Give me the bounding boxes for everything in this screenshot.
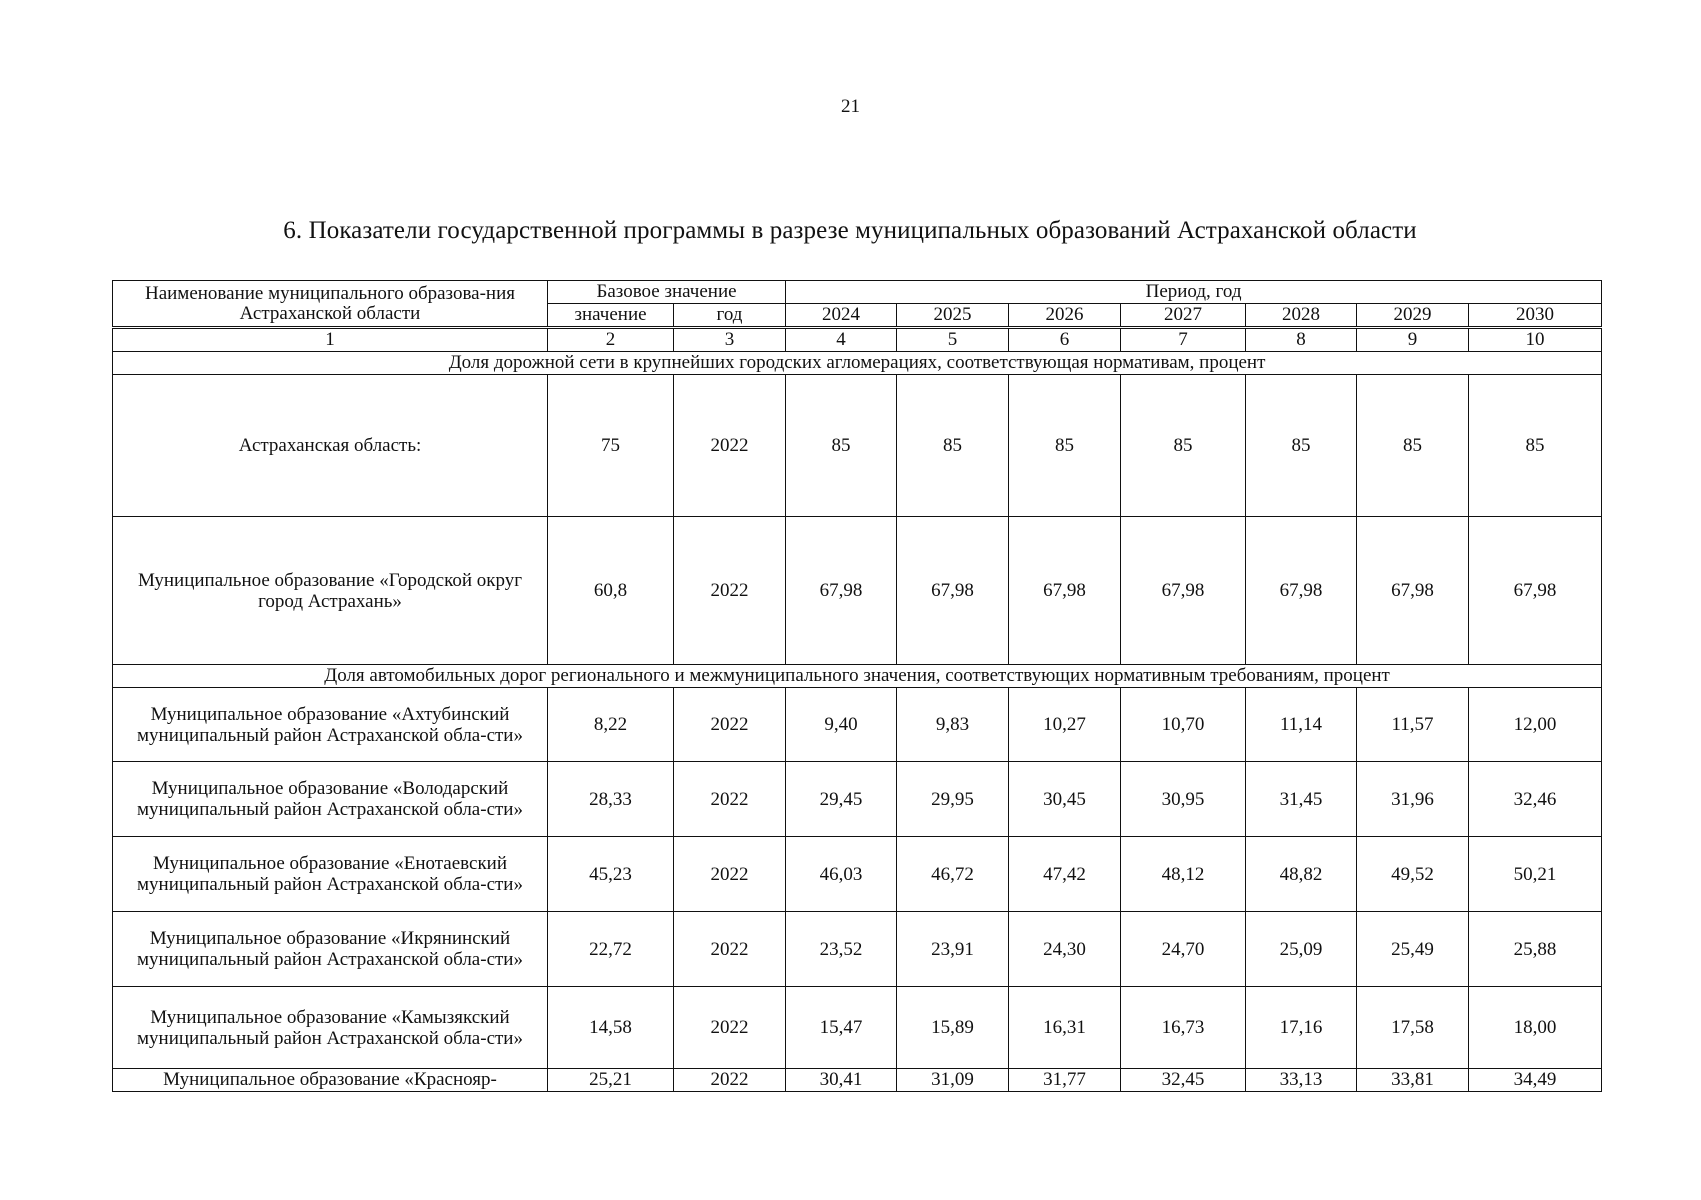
- header-base-group: Базовое значение: [548, 281, 786, 304]
- column-number: 8: [1246, 328, 1357, 352]
- value-cell: 12,00: [1469, 688, 1602, 762]
- value-cell: 85: [1009, 375, 1121, 517]
- value-cell: 85: [1121, 375, 1246, 517]
- value-cell: 67,98: [1121, 517, 1246, 665]
- value-cell: 67,98: [1009, 517, 1121, 665]
- header-year: 2029: [1357, 304, 1469, 328]
- column-number: 9: [1357, 328, 1469, 352]
- table-row: [113, 987, 1602, 1069]
- value-cell: 24,70: [1121, 912, 1246, 987]
- base-year-cell: 2022: [674, 517, 786, 665]
- base-value-cell: 60,8: [548, 517, 674, 665]
- base-value-cell: 22,72: [548, 912, 674, 987]
- column-number: 5: [897, 328, 1009, 352]
- value-cell: 67,98: [1469, 517, 1602, 665]
- value-cell: 31,96: [1357, 762, 1469, 837]
- column-number: 4: [786, 328, 897, 352]
- municipality-name: Муниципальное образование «Городской округ город Астрахань»: [113, 517, 548, 665]
- value-cell: 46,03: [786, 837, 897, 912]
- header-year: 2030: [1469, 304, 1602, 328]
- table-row: [113, 837, 1602, 912]
- table-row: [113, 517, 1602, 665]
- section-header-row: [113, 665, 1602, 688]
- base-year-cell: 2022: [674, 762, 786, 837]
- base-value-cell: 75: [548, 375, 674, 517]
- column-number: 10: [1469, 328, 1602, 352]
- value-cell: 85: [1357, 375, 1469, 517]
- value-cell: 32,45: [1121, 1069, 1246, 1092]
- value-cell: 31,45: [1246, 762, 1357, 837]
- header-base-year: год: [674, 304, 786, 328]
- base-value-cell: 14,58: [548, 987, 674, 1069]
- base-year-cell: 2022: [674, 1069, 786, 1092]
- value-cell: 67,98: [1246, 517, 1357, 665]
- section-title: Доля автомобильных дорог регионального и межмуниципального значения, соответствующих нормативным требованиям, процент: [113, 665, 1602, 688]
- municipality-name: Муниципальное образование «Икрянинский муниципальный район Астраханской обла-сти»: [113, 912, 548, 987]
- value-cell: 85: [1246, 375, 1357, 517]
- base-year-cell: 2022: [674, 688, 786, 762]
- municipality-name: Муниципальное образование «Краснояр-: [113, 1069, 548, 1092]
- indicators-table: [112, 280, 1602, 1092]
- section-title: Доля дорожной сети в крупнейших городских агломерациях, соответствующая нормативам, процент: [113, 352, 1602, 375]
- header-name-column: Наименование муниципального образова-ния Астраханской области: [113, 281, 548, 328]
- value-cell: 34,49: [1469, 1069, 1602, 1092]
- base-value-cell: 45,23: [548, 837, 674, 912]
- value-cell: 23,91: [897, 912, 1009, 987]
- value-cell: 25,88: [1469, 912, 1602, 987]
- value-cell: 50,21: [1469, 837, 1602, 912]
- value-cell: 17,58: [1357, 987, 1469, 1069]
- municipality-name: Астраханская область:: [113, 375, 548, 517]
- municipality-name: Муниципальное образование «Енотаевский муниципальный район Астраханской обла-сти»: [113, 837, 548, 912]
- value-cell: 9,40: [786, 688, 897, 762]
- value-cell: 85: [786, 375, 897, 517]
- value-cell: 67,98: [786, 517, 897, 665]
- value-cell: 17,16: [1246, 987, 1357, 1069]
- value-cell: 33,13: [1246, 1069, 1357, 1092]
- value-cell: 85: [1469, 375, 1602, 517]
- header-year: 2026: [1009, 304, 1121, 328]
- value-cell: 48,12: [1121, 837, 1246, 912]
- column-number: 3: [674, 328, 786, 352]
- value-cell: 29,45: [786, 762, 897, 837]
- header-row-groups: [113, 281, 1602, 304]
- value-cell: 48,82: [1246, 837, 1357, 912]
- base-value-cell: 28,33: [548, 762, 674, 837]
- table-row: [113, 762, 1602, 837]
- header-base-value: значение: [548, 304, 674, 328]
- document-title: 6. Показатели государственной программы в разрезе муниципальных образований Астраханской области: [283, 217, 1417, 244]
- section-header-row: [113, 352, 1602, 375]
- table-row: [113, 688, 1602, 762]
- base-value-cell: 8,22: [548, 688, 674, 762]
- table-row: [113, 1069, 1602, 1092]
- value-cell: 31,77: [1009, 1069, 1121, 1092]
- base-value-cell: 25,21: [548, 1069, 674, 1092]
- municipality-name: Муниципальное образование «Камызякский муниципальный район Астраханской обла-сти»: [113, 987, 548, 1069]
- value-cell: 15,47: [786, 987, 897, 1069]
- value-cell: 16,73: [1121, 987, 1246, 1069]
- value-cell: 11,14: [1246, 688, 1357, 762]
- column-number: 2: [548, 328, 674, 352]
- header-year: 2025: [897, 304, 1009, 328]
- page-number: 21: [841, 96, 860, 117]
- value-cell: 16,31: [1009, 987, 1121, 1069]
- value-cell: 67,98: [897, 517, 1009, 665]
- header-year: 2024: [786, 304, 897, 328]
- column-numbers-row: [113, 328, 1602, 352]
- value-cell: 32,46: [1469, 762, 1602, 837]
- value-cell: 33,81: [1357, 1069, 1469, 1092]
- municipality-name: Муниципальное образование «Володарский муниципальный район Астраханской обла-сти»: [113, 762, 548, 837]
- column-number: 7: [1121, 328, 1246, 352]
- value-cell: 10,70: [1121, 688, 1246, 762]
- table-row: [113, 912, 1602, 987]
- value-cell: 24,30: [1009, 912, 1121, 987]
- value-cell: 9,83: [897, 688, 1009, 762]
- value-cell: 30,45: [1009, 762, 1121, 837]
- value-cell: 30,41: [786, 1069, 897, 1092]
- value-cell: 15,89: [897, 987, 1009, 1069]
- header-period-group: Период, год: [786, 281, 1602, 304]
- value-cell: 46,72: [897, 837, 1009, 912]
- base-year-cell: 2022: [674, 912, 786, 987]
- value-cell: 10,27: [1009, 688, 1121, 762]
- value-cell: 29,95: [897, 762, 1009, 837]
- value-cell: 23,52: [786, 912, 897, 987]
- value-cell: 30,95: [1121, 762, 1246, 837]
- base-year-cell: 2022: [674, 987, 786, 1069]
- value-cell: 67,98: [1357, 517, 1469, 665]
- value-cell: 11,57: [1357, 688, 1469, 762]
- value-cell: 31,09: [897, 1069, 1009, 1092]
- value-cell: 85: [897, 375, 1009, 517]
- header-year: 2028: [1246, 304, 1357, 328]
- value-cell: 49,52: [1357, 837, 1469, 912]
- header-year: 2027: [1121, 304, 1246, 328]
- column-number: 1: [113, 328, 548, 352]
- table-row: [113, 375, 1602, 517]
- base-year-cell: 2022: [674, 375, 786, 517]
- value-cell: 47,42: [1009, 837, 1121, 912]
- value-cell: 25,09: [1246, 912, 1357, 987]
- municipality-name: Муниципальное образование «Ахтубинский муниципальный район Астраханской обла-сти»: [113, 688, 548, 762]
- base-year-cell: 2022: [674, 837, 786, 912]
- value-cell: 25,49: [1357, 912, 1469, 987]
- column-number: 6: [1009, 328, 1121, 352]
- value-cell: 18,00: [1469, 987, 1602, 1069]
